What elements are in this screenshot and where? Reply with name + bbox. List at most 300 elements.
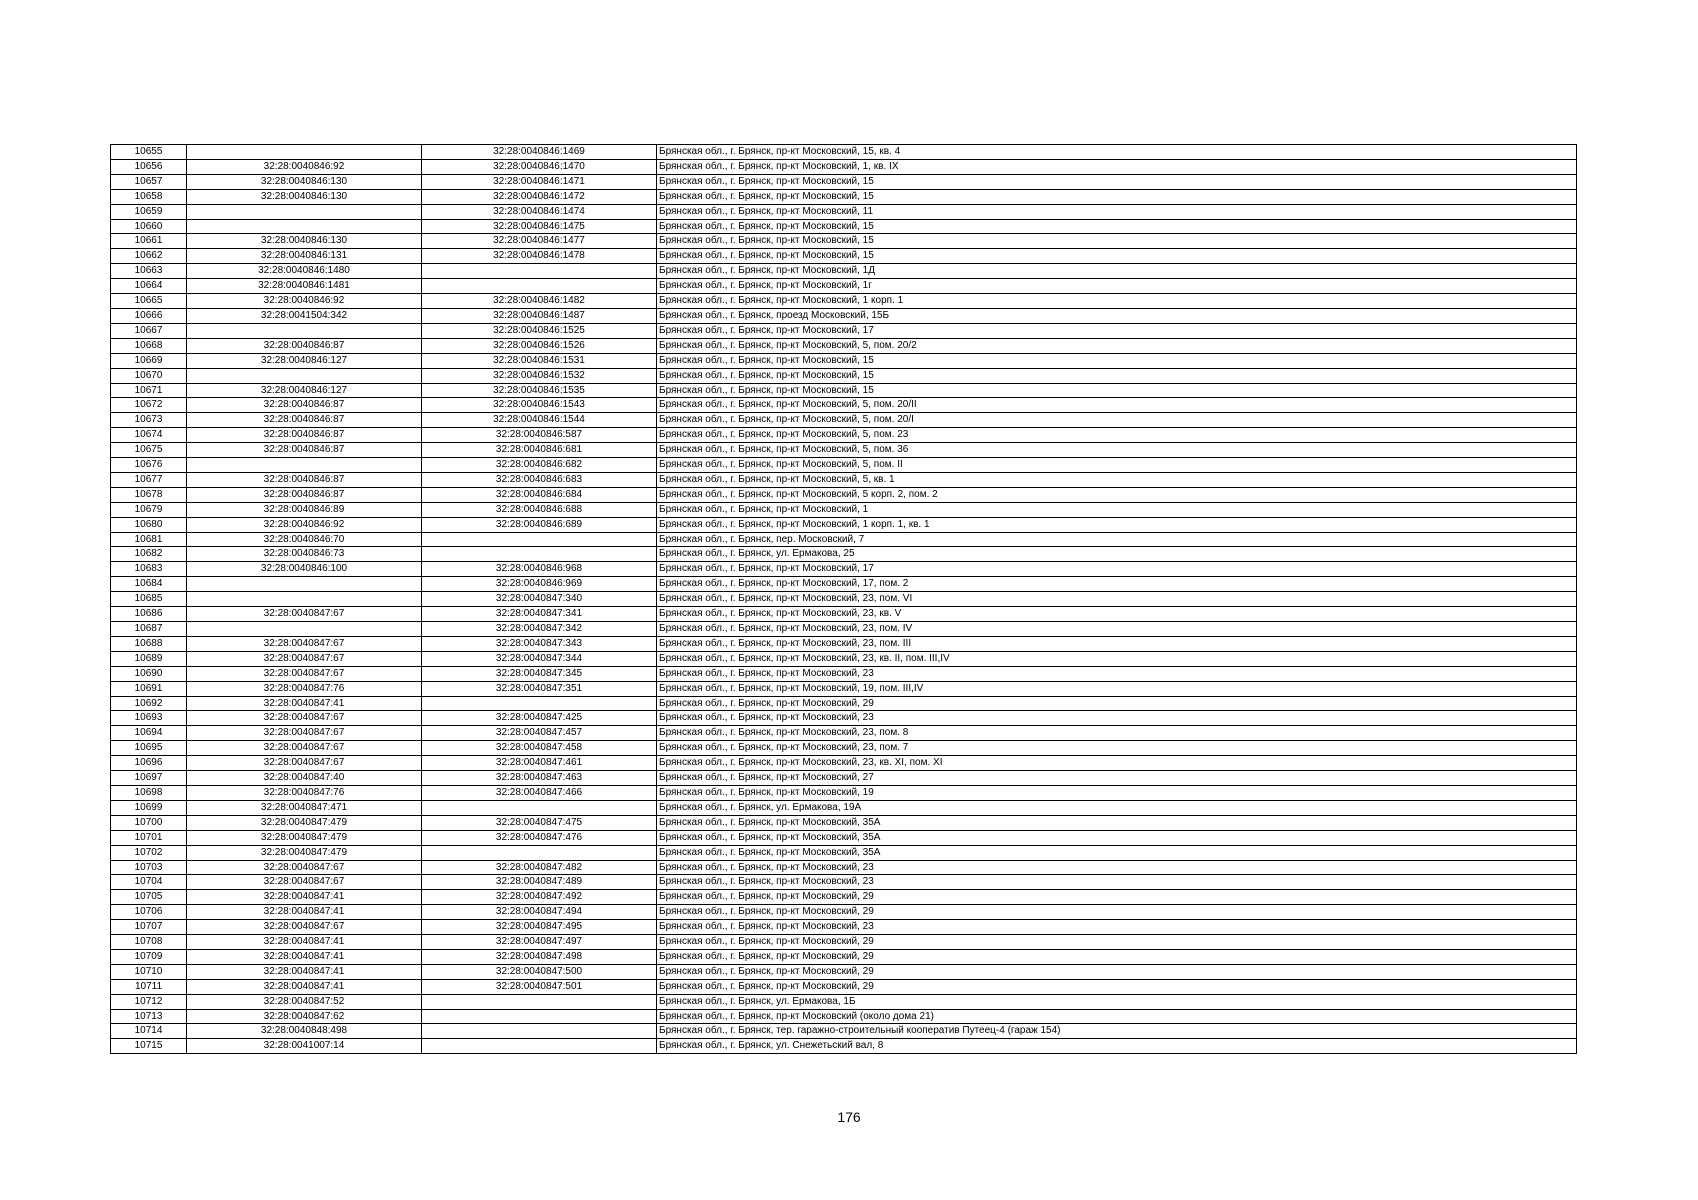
object-number-cell: 32:28:0040846:682: [422, 458, 657, 473]
row-number-cell: 10678: [111, 487, 187, 502]
object-number-cell: 32:28:0040847:497: [422, 935, 657, 950]
object-number-cell: 32:28:0040846:1482: [422, 294, 657, 309]
table-row: [111, 249, 1577, 264]
row-number-cell: 10656: [111, 159, 187, 174]
parcel-number-cell: 32:28:0040846:87: [187, 443, 422, 458]
row-number-cell: 10714: [111, 1024, 187, 1039]
parcel-number-cell: 32:28:0040847:52: [187, 994, 422, 1009]
table-row: [111, 845, 1577, 860]
row-number-cell: 10675: [111, 443, 187, 458]
object-number-cell: 32:28:0040847:425: [422, 711, 657, 726]
object-number-cell: 32:28:0040846:1470: [422, 159, 657, 174]
row-number-cell: 10711: [111, 979, 187, 994]
address-cell: Брянская обл., г. Брянск, пр-кт Московский, 29: [657, 696, 1577, 711]
table-row: [111, 696, 1577, 711]
row-number-cell: 10690: [111, 666, 187, 681]
object-number-cell: 32:28:0040847:498: [422, 949, 657, 964]
parcel-number-cell: 32:28:0040846:87: [187, 487, 422, 502]
object-number-cell: 32:28:0040846:1543: [422, 398, 657, 413]
address-cell: Брянская обл., г. Брянск, пр-кт Московский, 5, кв. 1: [657, 472, 1577, 487]
parcel-number-cell: 32:28:0040846:87: [187, 428, 422, 443]
parcel-number-cell: 32:28:0040847:471: [187, 800, 422, 815]
object-number-cell: 32:28:0040846:683: [422, 472, 657, 487]
object-number-cell: 32:28:0040847:475: [422, 815, 657, 830]
table-row: [111, 145, 1577, 160]
parcel-number-cell: 32:28:0040846:73: [187, 547, 422, 562]
table-row: [111, 949, 1577, 964]
row-number-cell: 10684: [111, 577, 187, 592]
table-row: [111, 815, 1577, 830]
object-number-cell: 32:28:0040847:458: [422, 741, 657, 756]
parcel-number-cell: 32:28:0040847:76: [187, 681, 422, 696]
address-cell: Брянская обл., г. Брянск, пр-кт Московский, 29: [657, 949, 1577, 964]
table-row: [111, 860, 1577, 875]
table-row: [111, 785, 1577, 800]
row-number-cell: 10703: [111, 860, 187, 875]
address-cell: Брянская обл., г. Брянск, пр-кт Московский, 1: [657, 502, 1577, 517]
table-row: [111, 458, 1577, 473]
address-cell: Брянская обл., г. Брянск, пр-кт Московский, 23, пом. III: [657, 636, 1577, 651]
address-cell: Брянская обл., г. Брянск, пр-кт Московский, 5, пом. 36: [657, 443, 1577, 458]
parcel-number-cell: 32:28:0040847:41: [187, 949, 422, 964]
table-row: [111, 800, 1577, 815]
address-cell: Брянская обл., г. Брянск, пр-кт Московский, 19, пом. III,IV: [657, 681, 1577, 696]
object-number-cell: 32:28:0040846:1535: [422, 383, 657, 398]
row-number-cell: 10694: [111, 726, 187, 741]
object-number-cell: 32:28:0040847:500: [422, 964, 657, 979]
table-row: [111, 368, 1577, 383]
object-number-cell: 32:28:0040847:351: [422, 681, 657, 696]
row-number-cell: 10685: [111, 592, 187, 607]
table-row: [111, 323, 1577, 338]
table-row: [111, 994, 1577, 1009]
parcel-number-cell: 32:28:0040847:41: [187, 979, 422, 994]
table-row: [111, 234, 1577, 249]
parcel-number-cell: 32:28:0040847:67: [187, 711, 422, 726]
registry-table-body: [111, 145, 1577, 1054]
row-number-cell: 10707: [111, 920, 187, 935]
table-row: [111, 532, 1577, 547]
object-number-cell: 32:28:0040847:341: [422, 607, 657, 622]
object-number-cell: [422, 696, 657, 711]
row-number-cell: 10661: [111, 234, 187, 249]
object-number-cell: 32:28:0040846:1532: [422, 368, 657, 383]
object-number-cell: 32:28:0040847:461: [422, 756, 657, 771]
table-row: [111, 472, 1577, 487]
object-number-cell: 32:28:0040847:501: [422, 979, 657, 994]
table-row: [111, 383, 1577, 398]
address-cell: Брянская обл., г. Брянск, проезд Московский, 15Б: [657, 308, 1577, 323]
row-number-cell: 10702: [111, 845, 187, 860]
table-row: [111, 189, 1577, 204]
address-cell: Брянская обл., г. Брянск, пр-кт Московский, 27: [657, 771, 1577, 786]
table-row: [111, 562, 1577, 577]
table-row: [111, 1039, 1577, 1054]
table-row: [111, 159, 1577, 174]
table-row: [111, 547, 1577, 562]
object-number-cell: 32:28:0040847:482: [422, 860, 657, 875]
parcel-number-cell: 32:28:0040847:67: [187, 651, 422, 666]
address-cell: Брянская обл., г. Брянск, пр-кт Московский, 1Д: [657, 264, 1577, 279]
row-number-cell: 10670: [111, 368, 187, 383]
parcel-number-cell: 32:28:0040846:1481: [187, 279, 422, 294]
row-number-cell: 10701: [111, 830, 187, 845]
table-row: [111, 264, 1577, 279]
parcel-number-cell: 32:28:0040847:76: [187, 785, 422, 800]
object-number-cell: 32:28:0040846:1471: [422, 174, 657, 189]
table-row: [111, 308, 1577, 323]
object-number-cell: 32:28:0040846:968: [422, 562, 657, 577]
address-cell: Брянская обл., г. Брянск, пр-кт Московский, 5 корп. 2, пом. 2: [657, 487, 1577, 502]
table-row: [111, 398, 1577, 413]
table-row: [111, 174, 1577, 189]
object-number-cell: 32:28:0040847:342: [422, 622, 657, 637]
address-cell: Брянская обл., г. Брянск, пр-кт Московский, 15: [657, 189, 1577, 204]
address-cell: Брянская обл., г. Брянск, пр-кт Московский, 29: [657, 964, 1577, 979]
row-number-cell: 10660: [111, 219, 187, 234]
page-number: 176: [837, 1109, 861, 1125]
table-row: [111, 517, 1577, 532]
row-number-cell: 10666: [111, 308, 187, 323]
address-cell: Брянская обл., г. Брянск, пр-кт Московский, 15: [657, 234, 1577, 249]
row-number-cell: 10673: [111, 413, 187, 428]
table-row: [111, 979, 1577, 994]
parcel-number-cell: 32:28:0040846:130: [187, 189, 422, 204]
row-number-cell: 10687: [111, 622, 187, 637]
object-number-cell: [422, 1039, 657, 1054]
object-number-cell: [422, 547, 657, 562]
row-number-cell: 10665: [111, 294, 187, 309]
row-number-cell: 10659: [111, 204, 187, 219]
row-number-cell: 10695: [111, 741, 187, 756]
parcel-number-cell: [187, 368, 422, 383]
object-number-cell: 32:28:0040847:492: [422, 890, 657, 905]
object-number-cell: [422, 800, 657, 815]
row-number-cell: 10668: [111, 338, 187, 353]
object-number-cell: 32:28:0040847:344: [422, 651, 657, 666]
address-cell: Брянская обл., г. Брянск, пр-кт Московский, 29: [657, 890, 1577, 905]
table-row: [111, 681, 1577, 696]
table-row: [111, 1009, 1577, 1024]
parcel-number-cell: 32:28:0040847:41: [187, 935, 422, 950]
object-number-cell: 32:28:0040847:340: [422, 592, 657, 607]
table-row: [111, 651, 1577, 666]
parcel-number-cell: 32:28:0040847:41: [187, 964, 422, 979]
object-number-cell: 32:28:0040846:684: [422, 487, 657, 502]
row-number-cell: 10693: [111, 711, 187, 726]
row-number-cell: 10709: [111, 949, 187, 964]
object-number-cell: 32:28:0040847:343: [422, 636, 657, 651]
object-number-cell: 32:28:0040847:466: [422, 785, 657, 800]
address-cell: Брянская обл., г. Брянск, пр-кт Московский, 5, пом. 23: [657, 428, 1577, 443]
row-number-cell: 10679: [111, 502, 187, 517]
object-number-cell: 32:28:0040846:587: [422, 428, 657, 443]
parcel-number-cell: 32:28:0040847:67: [187, 726, 422, 741]
address-cell: Брянская обл., г. Брянск, пр-кт Московский, 23, кв. V: [657, 607, 1577, 622]
row-number-cell: 10662: [111, 249, 187, 264]
row-number-cell: 10692: [111, 696, 187, 711]
table-row: [111, 636, 1577, 651]
table-row: [111, 726, 1577, 741]
parcel-number-cell: 32:28:0041504:342: [187, 308, 422, 323]
object-number-cell: [422, 845, 657, 860]
object-number-cell: [422, 264, 657, 279]
table-row: [111, 204, 1577, 219]
object-number-cell: [422, 994, 657, 1009]
object-number-cell: 32:28:0040847:494: [422, 905, 657, 920]
object-number-cell: 32:28:0040846:1544: [422, 413, 657, 428]
address-cell: Брянская обл., г. Брянск, пр-кт Московский, 1 корп. 1, кв. 1: [657, 517, 1577, 532]
object-number-cell: 32:28:0040847:495: [422, 920, 657, 935]
row-number-cell: 10686: [111, 607, 187, 622]
address-cell: Брянская обл., г. Брянск, пер. Московский, 7: [657, 532, 1577, 547]
table-row: [111, 666, 1577, 681]
parcel-number-cell: [187, 219, 422, 234]
address-cell: Брянская обл., г. Брянск, пр-кт Московский, 29: [657, 935, 1577, 950]
address-cell: Брянская обл., г. Брянск, пр-кт Московский, 23: [657, 666, 1577, 681]
address-cell: Брянская обл., г. Брянск, пр-кт Московский, 1 корп. 1: [657, 294, 1577, 309]
row-number-cell: 10704: [111, 875, 187, 890]
parcel-number-cell: 32:28:0040848:498: [187, 1024, 422, 1039]
address-cell: Брянская обл., г. Брянск, пр-кт Московский (около дома 21): [657, 1009, 1577, 1024]
row-number-cell: 10705: [111, 890, 187, 905]
table-row: [111, 875, 1577, 890]
table-row: [111, 905, 1577, 920]
parcel-number-cell: 32:28:0040847:41: [187, 905, 422, 920]
parcel-number-cell: 32:28:0040846:87: [187, 413, 422, 428]
parcel-number-cell: 32:28:0040846:92: [187, 517, 422, 532]
object-number-cell: 32:28:0040847:463: [422, 771, 657, 786]
address-cell: Брянская обл., г. Брянск, пр-кт Московский, 35А: [657, 815, 1577, 830]
parcel-number-cell: 32:28:0040846:87: [187, 472, 422, 487]
row-number-cell: 10683: [111, 562, 187, 577]
table-row: [111, 338, 1577, 353]
parcel-number-cell: 32:28:0040847:41: [187, 890, 422, 905]
address-cell: Брянская обл., г. Брянск, пр-кт Московский, 29: [657, 979, 1577, 994]
row-number-cell: 10700: [111, 815, 187, 830]
table-row: [111, 294, 1577, 309]
address-cell: Брянская обл., г. Брянск, тер. гаражно-строительный кооператив Путеец-4 (гараж 154): [657, 1024, 1577, 1039]
row-number-cell: 10708: [111, 935, 187, 950]
address-cell: Брянская обл., г. Брянск, пр-кт Московский, 15: [657, 219, 1577, 234]
address-cell: Брянская обл., г. Брянск, пр-кт Московский, 23, пом. IV: [657, 622, 1577, 637]
row-number-cell: 10715: [111, 1039, 187, 1054]
address-cell: Брянская обл., г. Брянск, пр-кт Московский, 5, пом. II: [657, 458, 1577, 473]
row-number-cell: 10676: [111, 458, 187, 473]
table-row: [111, 577, 1577, 592]
table-row: [111, 607, 1577, 622]
row-number-cell: 10696: [111, 756, 187, 771]
address-cell: Брянская обл., г. Брянск, ул. Ермакова, 19А: [657, 800, 1577, 815]
parcel-number-cell: [187, 577, 422, 592]
object-number-cell: 32:28:0040846:969: [422, 577, 657, 592]
object-number-cell: 32:28:0040846:1487: [422, 308, 657, 323]
address-cell: Брянская обл., г. Брянск, пр-кт Московский, 19: [657, 785, 1577, 800]
address-cell: Брянская обл., г. Брянск, пр-кт Московский, 15: [657, 368, 1577, 383]
parcel-number-cell: 32:28:0040847:67: [187, 666, 422, 681]
parcel-number-cell: 32:28:0040846:127: [187, 353, 422, 368]
table-row: [111, 592, 1577, 607]
row-number-cell: 10682: [111, 547, 187, 562]
parcel-number-cell: [187, 622, 422, 637]
parcel-number-cell: 32:28:0040847:479: [187, 815, 422, 830]
object-number-cell: 32:28:0040847:345: [422, 666, 657, 681]
parcel-number-cell: 32:28:0040846:92: [187, 294, 422, 309]
row-number-cell: 10697: [111, 771, 187, 786]
object-number-cell: [422, 532, 657, 547]
parcel-number-cell: 32:28:0040847:67: [187, 607, 422, 622]
table-row: [111, 920, 1577, 935]
object-number-cell: 32:28:0040846:1526: [422, 338, 657, 353]
table-row: [111, 353, 1577, 368]
object-number-cell: [422, 1009, 657, 1024]
object-number-cell: 32:28:0040846:688: [422, 502, 657, 517]
address-cell: Брянская обл., г. Брянск, пр-кт Московский, 23, кв. XI, пом. XI: [657, 756, 1577, 771]
object-number-cell: 32:28:0040847:476: [422, 830, 657, 845]
object-number-cell: [422, 279, 657, 294]
row-number-cell: 10671: [111, 383, 187, 398]
address-cell: Брянская обл., г. Брянск, пр-кт Московский, 23, пом. VI: [657, 592, 1577, 607]
row-number-cell: 10669: [111, 353, 187, 368]
table-row: [111, 741, 1577, 756]
address-cell: Брянская обл., г. Брянск, пр-кт Московский, 15: [657, 383, 1577, 398]
object-number-cell: 32:28:0040846:1531: [422, 353, 657, 368]
object-number-cell: 32:28:0040846:1474: [422, 204, 657, 219]
row-number-cell: 10672: [111, 398, 187, 413]
parcel-number-cell: 32:28:0041007:14: [187, 1039, 422, 1054]
address-cell: Брянская обл., г. Брянск, ул. Снежетьский вал, 8: [657, 1039, 1577, 1054]
row-number-cell: 10680: [111, 517, 187, 532]
row-number-cell: 10689: [111, 651, 187, 666]
parcel-number-cell: 32:28:0040847:67: [187, 875, 422, 890]
table-row: [111, 502, 1577, 517]
parcel-number-cell: 32:28:0040846:1480: [187, 264, 422, 279]
table-row: [111, 622, 1577, 637]
row-number-cell: 10691: [111, 681, 187, 696]
parcel-number-cell: 32:28:0040846:87: [187, 398, 422, 413]
row-number-cell: 10713: [111, 1009, 187, 1024]
row-number-cell: 10663: [111, 264, 187, 279]
table-row: [111, 443, 1577, 458]
parcel-number-cell: 32:28:0040846:130: [187, 234, 422, 249]
parcel-number-cell: 32:28:0040846:131: [187, 249, 422, 264]
parcel-number-cell: 32:28:0040847:479: [187, 845, 422, 860]
address-cell: Брянская обл., г. Брянск, пр-кт Московский, 35А: [657, 830, 1577, 845]
address-cell: Брянская обл., г. Брянск, пр-кт Московский, 1г: [657, 279, 1577, 294]
parcel-number-cell: 32:28:0040847:62: [187, 1009, 422, 1024]
parcel-number-cell: 32:28:0040847:479: [187, 830, 422, 845]
address-cell: Брянская обл., г. Брянск, пр-кт Московский, 23: [657, 920, 1577, 935]
table-row: [111, 935, 1577, 950]
table-row: [111, 279, 1577, 294]
object-number-cell: 32:28:0040847:489: [422, 875, 657, 890]
table-row: [111, 487, 1577, 502]
address-cell: Брянская обл., г. Брянск, пр-кт Московский, 1, кв. IX: [657, 159, 1577, 174]
table-row: [111, 1024, 1577, 1039]
object-number-cell: 32:28:0040847:457: [422, 726, 657, 741]
table-row: [111, 830, 1577, 845]
object-number-cell: 32:28:0040846:1475: [422, 219, 657, 234]
object-number-cell: 32:28:0040846:1525: [422, 323, 657, 338]
parcel-number-cell: 32:28:0040846:92: [187, 159, 422, 174]
parcel-number-cell: 32:28:0040847:67: [187, 920, 422, 935]
table-row: [111, 964, 1577, 979]
address-cell: Брянская обл., г. Брянск, пр-кт Московский, 11: [657, 204, 1577, 219]
parcel-number-cell: 32:28:0040847:67: [187, 741, 422, 756]
address-cell: Брянская обл., г. Брянск, пр-кт Московский, 17, пом. 2: [657, 577, 1577, 592]
address-cell: Брянская обл., г. Брянск, пр-кт Московский, 35А: [657, 845, 1577, 860]
parcel-number-cell: 32:28:0040847:67: [187, 860, 422, 875]
table-row: [111, 756, 1577, 771]
row-number-cell: 10688: [111, 636, 187, 651]
address-cell: Брянская обл., г. Брянск, пр-кт Московский, 5, пом. 20/II: [657, 398, 1577, 413]
address-cell: Брянская обл., г. Брянск, пр-кт Московский, 23, пом. 8: [657, 726, 1577, 741]
row-number-cell: 10699: [111, 800, 187, 815]
address-cell: Брянская обл., г. Брянск, пр-кт Московский, 5, пом. 20/I: [657, 413, 1577, 428]
row-number-cell: 10698: [111, 785, 187, 800]
address-cell: Брянская обл., г. Брянск, пр-кт Московский, 23: [657, 875, 1577, 890]
row-number-cell: 10667: [111, 323, 187, 338]
table-row: [111, 771, 1577, 786]
table-row: [111, 413, 1577, 428]
table-row: [111, 219, 1577, 234]
parcel-number-cell: [187, 145, 422, 160]
object-number-cell: 32:28:0040846:681: [422, 443, 657, 458]
object-number-cell: 32:28:0040846:689: [422, 517, 657, 532]
address-cell: Брянская обл., г. Брянск, пр-кт Московский, 29: [657, 905, 1577, 920]
parcel-number-cell: [187, 204, 422, 219]
object-number-cell: [422, 1024, 657, 1039]
row-number-cell: 10710: [111, 964, 187, 979]
parcel-number-cell: 32:28:0040846:89: [187, 502, 422, 517]
table-row: [111, 890, 1577, 905]
row-number-cell: 10677: [111, 472, 187, 487]
row-number-cell: 10655: [111, 145, 187, 160]
parcel-number-cell: 32:28:0040846:70: [187, 532, 422, 547]
parcel-number-cell: [187, 592, 422, 607]
row-number-cell: 10681: [111, 532, 187, 547]
object-number-cell: 32:28:0040846:1472: [422, 189, 657, 204]
address-cell: Брянская обл., г. Брянск, пр-кт Московский, 23, кв. II, пом. III,IV: [657, 651, 1577, 666]
parcel-number-cell: 32:28:0040846:100: [187, 562, 422, 577]
parcel-number-cell: 32:28:0040847:67: [187, 756, 422, 771]
parcel-number-cell: 32:28:0040847:40: [187, 771, 422, 786]
registry-table: [110, 144, 1577, 1054]
row-number-cell: 10712: [111, 994, 187, 1009]
address-cell: Брянская обл., г. Брянск, пр-кт Московский, 15: [657, 249, 1577, 264]
address-cell: Брянская обл., г. Брянск, пр-кт Московский, 15: [657, 353, 1577, 368]
address-cell: Брянская обл., г. Брянск, пр-кт Московский, 17: [657, 562, 1577, 577]
row-number-cell: 10706: [111, 905, 187, 920]
object-number-cell: 32:28:0040846:1477: [422, 234, 657, 249]
address-cell: Брянская обл., г. Брянск, пр-кт Московский, 5, пом. 20/2: [657, 338, 1577, 353]
parcel-number-cell: 32:28:0040847:67: [187, 636, 422, 651]
address-cell: Брянская обл., г. Брянск, пр-кт Московский, 17: [657, 323, 1577, 338]
parcel-number-cell: 32:28:0040846:130: [187, 174, 422, 189]
table-row: [111, 711, 1577, 726]
address-cell: Брянская обл., г. Брянск, пр-кт Московский, 23, пом. 7: [657, 741, 1577, 756]
address-cell: Брянская обл., г. Брянск, пр-кт Московский, 23: [657, 860, 1577, 875]
address-cell: Брянская обл., г. Брянск, пр-кт Московский, 15, кв. 4: [657, 145, 1577, 160]
row-number-cell: 10674: [111, 428, 187, 443]
object-number-cell: 32:28:0040846:1478: [422, 249, 657, 264]
address-cell: Брянская обл., г. Брянск, пр-кт Московский, 23: [657, 711, 1577, 726]
row-number-cell: 10658: [111, 189, 187, 204]
parcel-number-cell: 32:28:0040846:127: [187, 383, 422, 398]
address-cell: Брянская обл., г. Брянск, пр-кт Московский, 15: [657, 174, 1577, 189]
parcel-number-cell: [187, 458, 422, 473]
table-row: [111, 428, 1577, 443]
